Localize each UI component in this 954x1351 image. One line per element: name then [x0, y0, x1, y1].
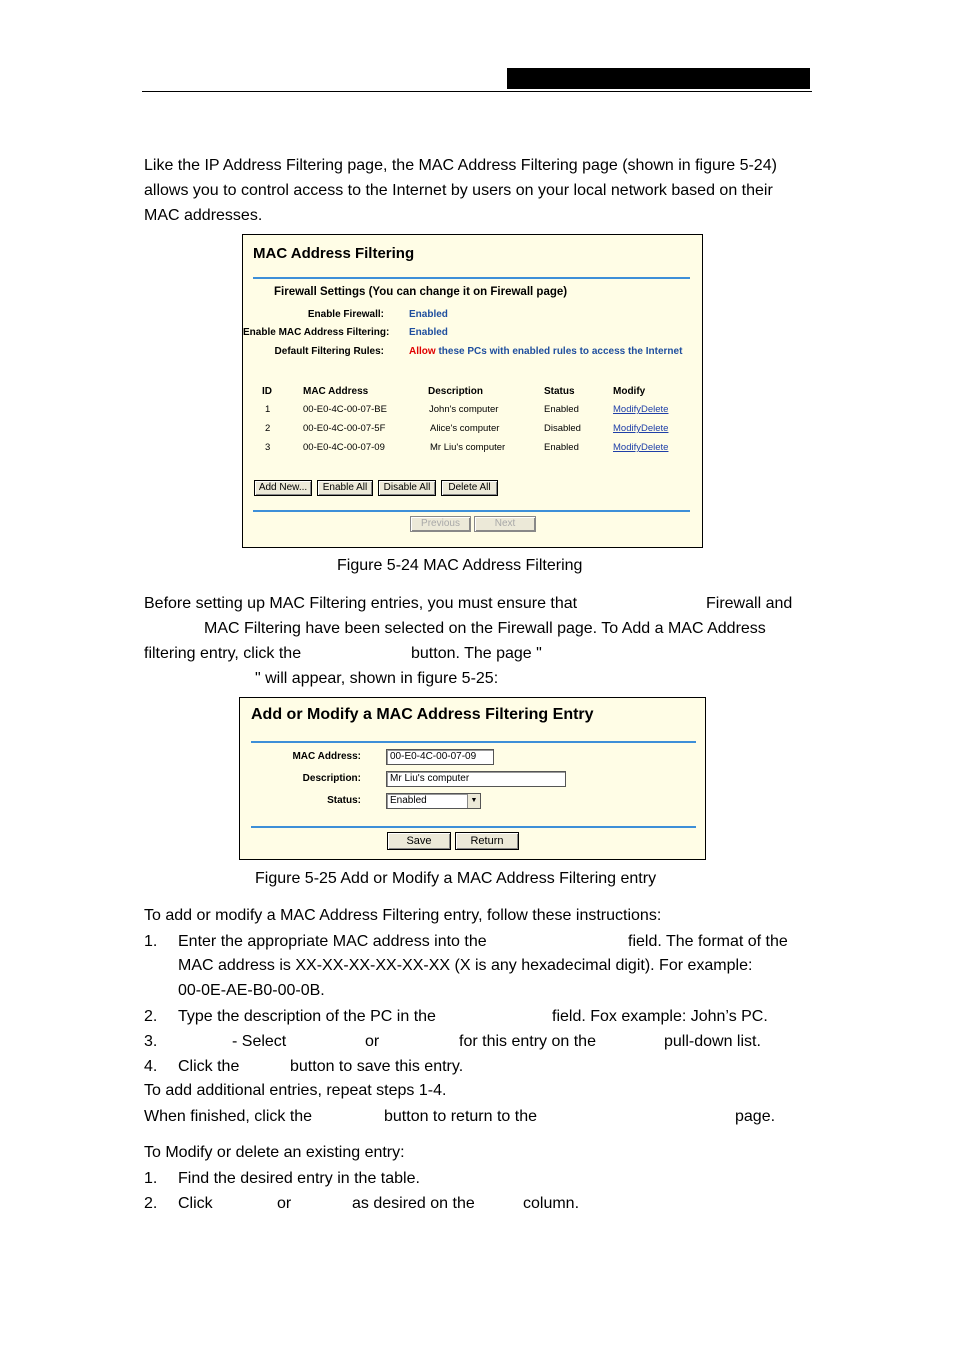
default-rules-value [409, 346, 682, 357]
disable-all-button[interactable]: Disable All [378, 480, 436, 496]
col-status: Status [544, 386, 575, 397]
step-1-text-d: 00-0E-AE-B0-00-0B. [178, 982, 325, 999]
step-3-text-d: pull-down list. [664, 1033, 761, 1050]
instructions-heading: To add or modify a MAC Address Filtering entry, follow these instructions: [144, 907, 662, 924]
enable-firewall-label: Enable Firewall: [307, 309, 384, 320]
row-2-status: Disabled [544, 423, 581, 434]
row-2-mac: 00-E0-4C-00-07-5F [303, 423, 386, 434]
finished-text-c: page. [735, 1108, 776, 1125]
modify-step-2-text-c: as desired on the [352, 1195, 475, 1212]
row-3-id: 3 [265, 442, 271, 453]
title-divider [253, 277, 690, 279]
before-line-1a: Before setting up MAC Filtering entries, you must ensure that [144, 595, 578, 612]
row-3-modify-link[interactable]: Modify [613, 442, 641, 453]
row-1-mac: 00-E0-4C-00-07-BE [303, 404, 387, 415]
row-2-description: Alice's computer [430, 423, 500, 434]
step-2-number: 2. [144, 1008, 158, 1025]
step-4-text-b: button to save this entry. [290, 1058, 464, 1075]
intro-line-3: MAC addresses. [144, 207, 263, 224]
before-line-4: " will appear, shown in figure 5-25: [255, 670, 499, 687]
row-3-delete-link[interactable]: Delete [641, 442, 669, 453]
rule-allow-text: Allow [409, 346, 436, 357]
figure-title: MAC Address Filtering [253, 245, 415, 262]
modify-step-2-number: 2. [144, 1195, 158, 1212]
chevron-down-icon[interactable]: ▼ [467, 794, 480, 808]
header-bar [507, 68, 810, 89]
add-modify-entry-figure [239, 697, 706, 860]
enable-all-button[interactable]: Enable All [317, 480, 373, 496]
row-3-description: Mr Liu's computer [430, 442, 506, 453]
step-1-text-c: MAC address is XX-XX-XX-XX-XX-XX (X is any hexadecimal digit). For example: [178, 957, 753, 974]
status-label: Status: [327, 795, 361, 806]
row-2-delete-link[interactable]: Delete [641, 423, 669, 434]
modify-step-1-text: Find the desired entry in the table. [178, 1170, 420, 1187]
row-1-delete-link[interactable]: Delete [641, 404, 669, 415]
row-2-id: 2 [265, 423, 271, 434]
before-line-3a: filtering entry, click the [144, 645, 302, 662]
delete-all-button[interactable]: Delete All [441, 480, 498, 496]
before-line-3b: button. The page " [411, 645, 542, 662]
enable-mac-filtering-value: Enabled [409, 327, 448, 338]
intro-line-1: Like the IP Address Filtering page, the MAC Address Filtering page (shown in figure 5-24) [144, 157, 777, 174]
step-4-text-a: Click the [178, 1058, 240, 1075]
step-3-text-c: for this entry on the [459, 1033, 596, 1050]
step-3-number: 3. [144, 1033, 158, 1050]
finished-text-a: When finished, click the [144, 1108, 313, 1125]
status-selected-value: Enabled [390, 795, 427, 806]
return-button[interactable]: Return [455, 832, 519, 850]
modify-heading: To Modify or delete an existing entry: [144, 1144, 405, 1161]
bottom-divider [253, 510, 690, 512]
add-new-button[interactable]: Add New... [254, 480, 312, 496]
row-1-id: 1 [265, 404, 271, 415]
entry-bottom-divider [251, 826, 696, 828]
description-label: Description: [302, 773, 361, 784]
step-2-text-b: field. Fox example: John’s PC. [552, 1008, 768, 1025]
default-rules-label: Default Filtering Rules: [274, 346, 384, 357]
step-4-number: 4. [144, 1058, 158, 1075]
entry-title-divider [251, 741, 696, 743]
header-rule [142, 91, 812, 92]
next-button[interactable]: Next [474, 516, 536, 532]
enable-mac-filtering-label: Enable MAC Address Filtering: [243, 327, 390, 338]
step-1-text-a: Enter the appropriate MAC address into the [178, 933, 487, 950]
step-3-text-b: or [365, 1033, 380, 1050]
repeat-steps-text: To add additional entries, repeat steps 1-4. [144, 1082, 447, 1099]
status-select[interactable] [386, 793, 481, 809]
mac-address-label: MAC Address: [292, 751, 361, 762]
entry-figure-title: Add or Modify a MAC Address Filtering Entry [251, 706, 594, 723]
finished-text-b: button to return to the [384, 1108, 537, 1125]
row-1-status: Enabled [544, 404, 579, 415]
rule-rest-text: these PCs with enabled rules to access the Internet [438, 346, 683, 357]
before-line-1b: Firewall and [706, 595, 793, 612]
firewall-settings-heading: Firewall Settings (You can change it on Firewall page) [274, 286, 568, 298]
step-1-number: 1. [144, 933, 158, 950]
row-2-modify-link[interactable]: Modify [613, 423, 641, 434]
modify-step-2-text-d: column. [523, 1195, 580, 1212]
col-id: ID [262, 386, 272, 397]
save-button[interactable]: Save [387, 832, 451, 850]
figure-24-caption: Figure 5-24 MAC Address Filtering [337, 557, 583, 574]
mac-address-input[interactable]: 00-E0-4C-00-07-09 [386, 749, 494, 765]
row-1-description: John's computer [429, 404, 499, 415]
modify-step-1-number: 1. [144, 1170, 158, 1187]
figure-25-caption: Figure 5-25 Add or Modify a MAC Address Filtering entry [255, 870, 657, 887]
before-line-2: MAC Filtering have been selected on the Firewall page. To Add a MAC Address [204, 620, 766, 637]
step-3-text-a: - Select [232, 1033, 287, 1050]
row-3-mac: 00-E0-4C-00-07-09 [303, 442, 385, 453]
previous-button[interactable]: Previous [410, 516, 471, 532]
enable-firewall-value: Enabled [409, 309, 448, 320]
step-1-text-b: field. The format of the [628, 933, 788, 950]
mac-filtering-figure [242, 234, 703, 548]
col-modify: Modify [613, 386, 646, 397]
row-1-modify-link[interactable]: Modify [613, 404, 641, 415]
step-2-text-a: Type the description of the PC in the [178, 1008, 436, 1025]
modify-step-2-text-b: or [277, 1195, 292, 1212]
modify-step-2-text-a: Click [178, 1195, 213, 1212]
col-description: Description [428, 386, 484, 397]
col-mac-address: MAC Address [303, 386, 369, 397]
description-input[interactable]: Mr Liu's computer [386, 771, 566, 787]
row-3-status: Enabled [544, 442, 579, 453]
intro-line-2: allows you to control access to the Internet by users on your local network based on their [144, 182, 773, 199]
